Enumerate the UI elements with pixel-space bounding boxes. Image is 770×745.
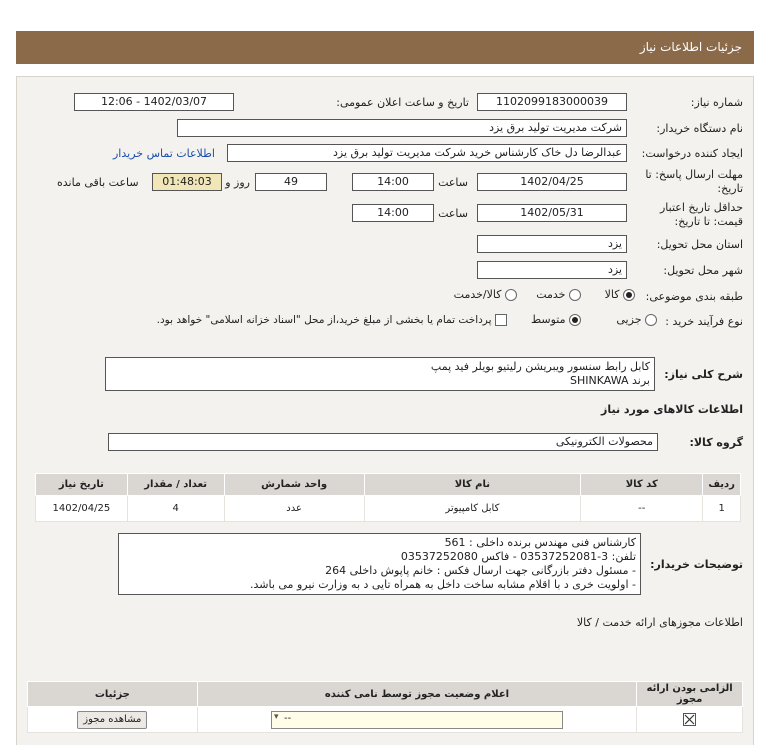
description-box — [105, 357, 655, 391]
validity-time-label: ساعت — [438, 207, 468, 220]
radio-icon[interactable] — [623, 289, 635, 301]
permits-table-header — [28, 682, 743, 707]
buyer-notes-label: توضیحات خریدار: — [650, 558, 743, 571]
col-row: ردیف — [703, 474, 741, 496]
table-row — [36, 496, 741, 522]
remaining-label: ساعت باقی مانده — [57, 176, 139, 189]
goods-section-title: اطلاعات کالاهای مورد نیاز — [601, 403, 743, 416]
col-permit-details: جزئیات — [28, 682, 198, 707]
process-option-medium[interactable]: متوسط — [531, 313, 581, 326]
col-name: نام کالا — [364, 474, 581, 496]
buyer-note-line-4: - اولویت خری د با اقلام مشابه ساخت داخل به همراه تایی د به وزارت نیرو می باشد. — [249, 578, 636, 591]
col-qty: تعداد / مقدار — [127, 474, 224, 496]
process-label: نوع فرآیند خرید : — [665, 315, 743, 328]
validity-label-1: حداقل تاریخ اعتبار — [659, 201, 743, 214]
buyer-notes-box — [118, 533, 641, 595]
province-field: یزد — [477, 235, 627, 253]
days-label: روز و — [225, 176, 250, 189]
description-line-2: برند SHINKAWA — [570, 374, 650, 387]
buyer-note-line-3: - مسئول دفتر بازرگانی جهت ارسال فکس : خانم پاپوش داخلی 264 — [325, 564, 636, 577]
creator-label: ایجاد کننده درخواست: — [641, 147, 743, 160]
deadline-label-2: تاریخ: — [717, 182, 743, 195]
validity-time-field: 14:00 — [352, 204, 434, 222]
treasury-payment-option[interactable]: پرداخت تمام یا بخشی از مبلغ خرید،از محل "اسناد خزانه اسلامی" خواهد بود. — [157, 313, 507, 326]
cell-code: -- — [581, 496, 703, 522]
col-unit: واحد شمارش — [224, 474, 364, 496]
radio-icon[interactable] — [505, 289, 517, 301]
goods-table — [35, 473, 741, 522]
details-panel — [16, 76, 754, 745]
need-number-field: 1102099183000039 — [477, 93, 627, 111]
buyer-note-line-1: کارشناس فنی مهندس برنده داخلی : 561 — [444, 536, 636, 549]
radio-icon[interactable] — [569, 314, 581, 326]
col-permit-status: اعلام وضعیت مجوز توسط نامی کننده — [197, 682, 637, 707]
page-header — [16, 31, 754, 64]
process-option-minor[interactable]: جزیی — [616, 313, 657, 326]
deadline-label-1: مهلت ارسال پاسخ: تا — [645, 168, 743, 181]
deadline-time-field: 14:00 — [352, 173, 434, 191]
goods-group-field: محصولات الکترونیکی — [108, 433, 658, 451]
table-row — [28, 707, 743, 733]
category-option-goods[interactable]: کالا — [605, 288, 635, 301]
buyer-org-field: شرکت مدیریت تولید برق یزد — [177, 119, 627, 137]
province-label: استان محل تحویل: — [656, 238, 743, 251]
description-line-1: کابل رابط سنسور ویبریشن رلیتیو بویلر فید پمپ — [430, 360, 650, 373]
col-date: تاریخ نیاز — [36, 474, 128, 496]
announce-field: 1402/03/07 - 12:06 — [74, 93, 234, 111]
category-label: طبقه بندی موضوعی: — [645, 290, 743, 303]
cell-qty: 4 — [127, 496, 224, 522]
contact-buyer-link[interactable]: اطلاعات تماس خریدار — [113, 147, 215, 160]
goods-group-label: گروه کالا: — [689, 436, 743, 449]
category-option-goods-service[interactable]: کالا/خدمت — [454, 288, 517, 301]
view-permit-button[interactable]: مشاهده مجوز — [77, 711, 147, 729]
cell-unit: عدد — [224, 496, 364, 522]
need-number-label: شماره نیاز: — [690, 96, 743, 109]
remaining-time-field: 01:48:03 — [152, 173, 222, 191]
announce-label: تاریخ و ساعت اعلان عمومی: — [336, 96, 469, 109]
page-title: جزئیات اطلاعات نیاز — [639, 40, 742, 54]
cell-permit-required — [637, 707, 743, 733]
description-label: شرح کلی نیاز: — [664, 368, 743, 381]
radio-icon[interactable] — [645, 314, 657, 326]
creator-field: عبدالرضا دل خاک کارشناس خرید شرکت مدیریت تولید برق یزد — [227, 144, 627, 162]
goods-table-header — [36, 474, 741, 496]
radio-icon[interactable] — [569, 289, 581, 301]
col-permit-required: الزامی بودن ارائه مجوز — [637, 682, 743, 707]
cell-name: کابل کامپیوتر — [364, 496, 581, 522]
checked-box-icon — [683, 713, 696, 726]
cell-permit-status — [197, 707, 637, 733]
cell-row: 1 — [703, 496, 741, 522]
category-option-service[interactable]: خدمت — [536, 288, 581, 301]
cell-date: 1402/04/25 — [36, 496, 128, 522]
days-field: 49 — [255, 173, 327, 191]
validity-label-2: قیمت: تا تاریخ: — [674, 215, 743, 228]
cell-permit-details — [28, 707, 198, 733]
permits-table — [27, 681, 743, 733]
checkbox-icon[interactable] — [495, 314, 507, 326]
chevron-down-icon[interactable]: ▾ — [273, 711, 279, 722]
buyer-note-line-2: تلفن: 3-03537252081 - فاکس 03537252080 — [400, 550, 636, 563]
buyer-org-label: نام دستگاه خریدار: — [656, 122, 743, 135]
deadline-time-label: ساعت — [438, 176, 468, 189]
validity-date-field: 1402/05/31 — [477, 204, 627, 222]
city-label: شهر محل تحویل: — [663, 264, 743, 277]
permits-title: اطلاعات مجوزهای ارائه خدمت / کالا — [576, 616, 743, 629]
deadline-date-field: 1402/04/25 — [477, 173, 627, 191]
city-field: یزد — [477, 261, 627, 279]
permit-status-select[interactable]: ▾ -- — [271, 711, 563, 729]
col-code: کد کالا — [581, 474, 703, 496]
